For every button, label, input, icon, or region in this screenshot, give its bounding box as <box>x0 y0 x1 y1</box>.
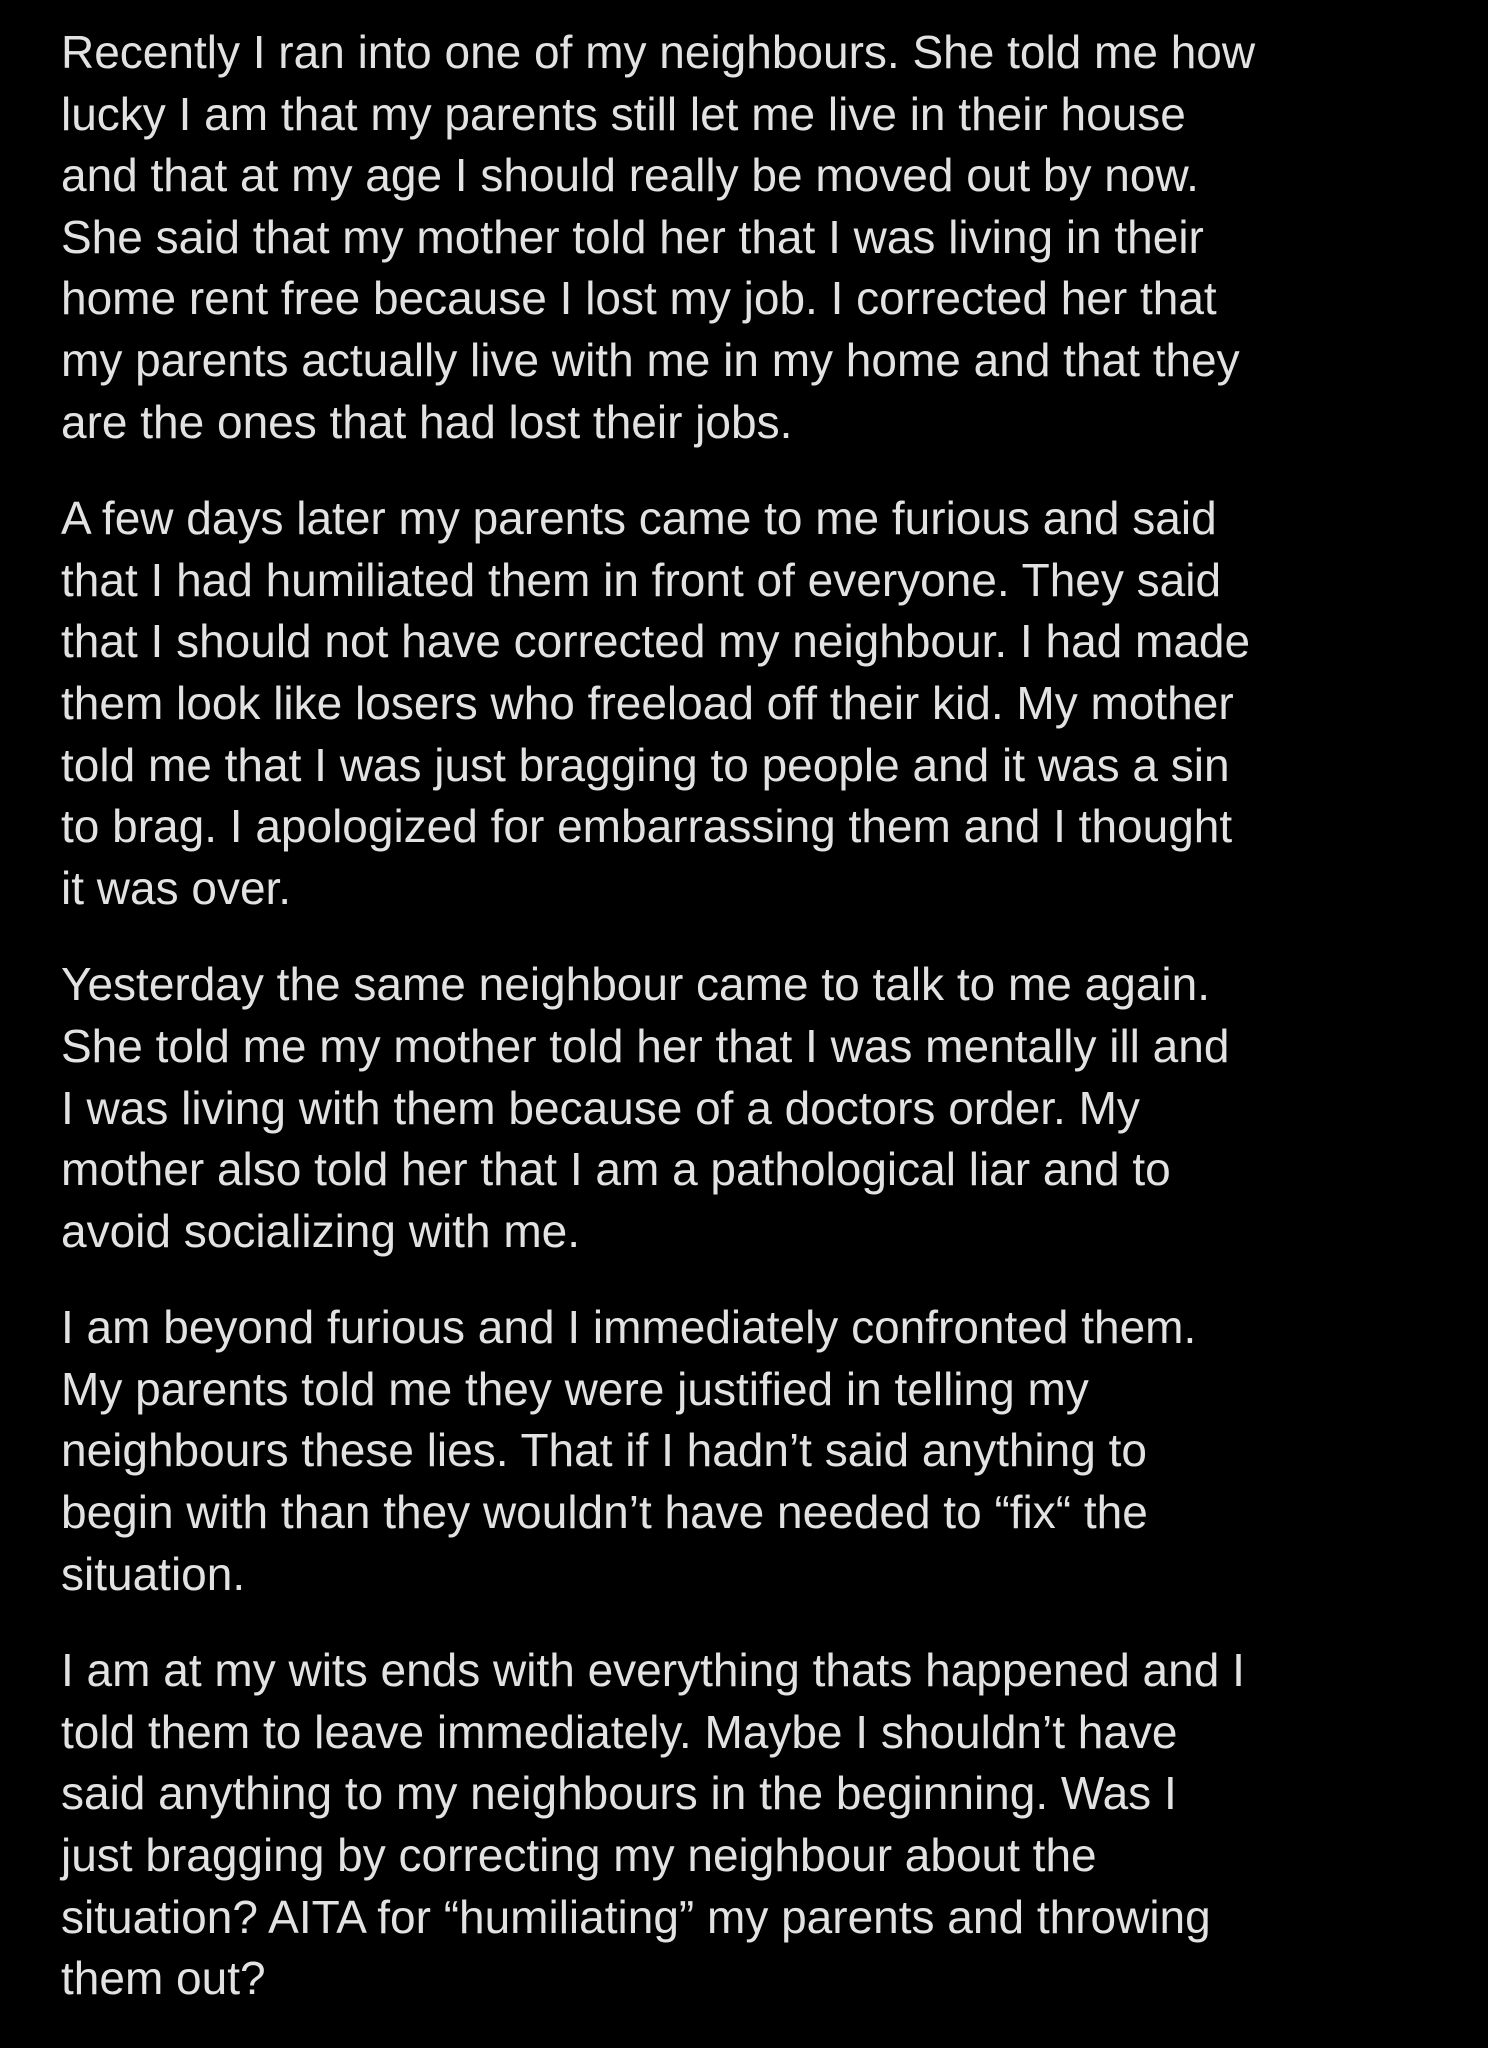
post-paragraph-5: I am at my wits ends with everything thats happened and I told them to leave immediately. Maybe I shouldn’t have said anything to my neighbours in the beginning. Was I just bragging by correcting my neighbour about the situation? AITA for “humiliating” my parents and throwing them out? <box>61 1644 1245 2005</box>
post-paragraph-4: I am beyond furious and I immediately confronted them. My parents told me they were justified in telling my neighbours these lies. That if I hadn’t said anything to begin with than they wouldn’t have needed to “fix“ the situation. <box>61 1301 1197 1600</box>
post-paragraph-1: Recently I ran into one of my neighbours. She told me how lucky I am that my parents still let me live in their house and that at my age I should really be moved out by now. She said that my mother told her that I was living in their home rent free because I lost my job. I corrected her that my parents actually live with me in my home and that they are the ones that had lost their jobs. <box>61 26 1256 448</box>
post-body <box>61 22 1461 2045</box>
post-paragraph-2: A few days later my parents came to me furious and said that I had humiliated them in front of everyone. They said that I should not have corrected my neighbour. I had made them look like losers who freeload off their kid. My mother told me that I was just bragging to people and it was a sin to brag. I apologized for embarrassing them and I thought it was over. <box>61 492 1251 914</box>
post-paragraph-3: Yesterday the same neighbour came to talk to me again. She told me my mother told her that I was mentally ill and I was living with them because of a doctors order. My mother also told her that I am a pathological liar and to avoid socializing with me. <box>61 958 1230 1257</box>
